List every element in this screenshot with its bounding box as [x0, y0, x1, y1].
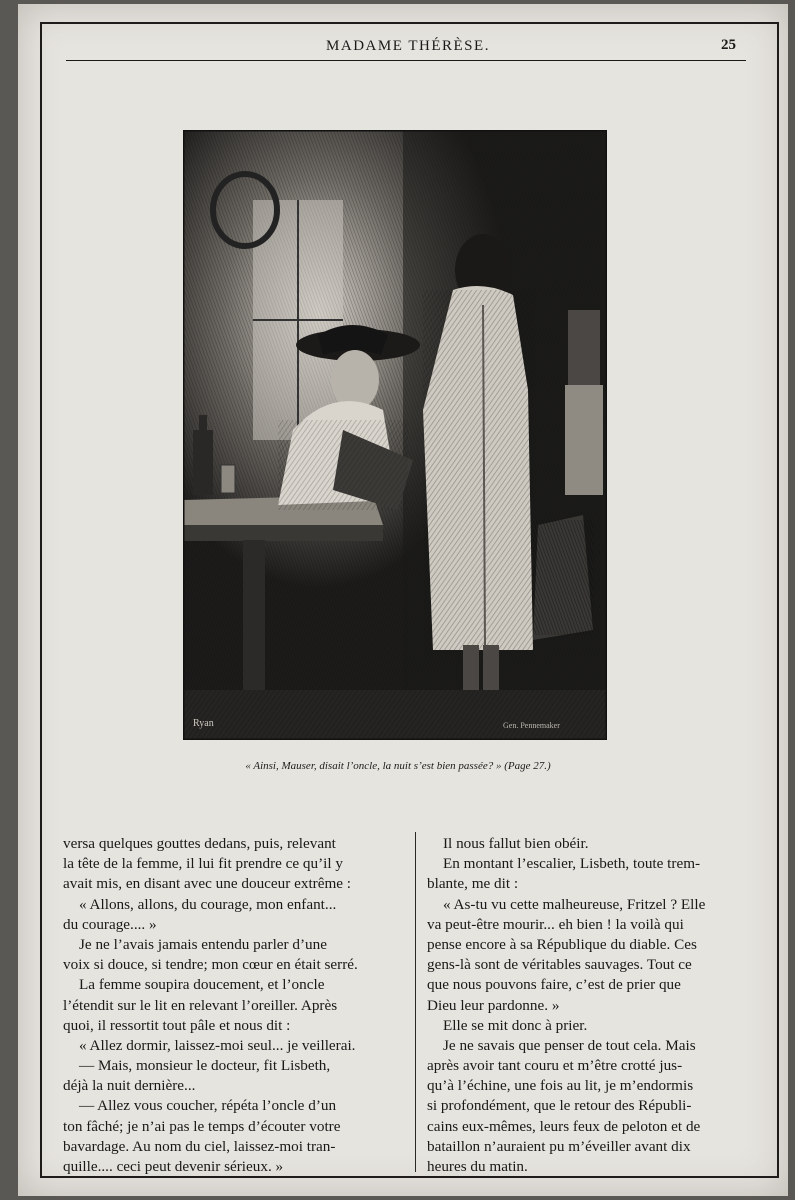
text-line: cains eux-mêmes, leurs feux de peloton et de: [427, 1117, 701, 1135]
text-line: du courage.... »: [63, 915, 157, 933]
text-line: voix si douce, si tendre; mon cœur en était serré.: [63, 956, 358, 974]
text-line: qu’à l’échine, une fois au lit, je m’endormis: [427, 1077, 694, 1095]
text-line: En montant l’escalier, Lisbeth, toute trem-: [443, 855, 701, 873]
text-line: va peut-être mourir... eh bien ! la voilà qui: [427, 915, 684, 933]
text-line: Elle se mit donc à prier.: [443, 1016, 588, 1034]
text-line: Dieu leur pardonne. »: [427, 996, 560, 1014]
text-line: Je ne l’avais jamais entendu parler d’une: [79, 935, 327, 953]
text-line: la tête de la femme, il lui fit prendre ce qu’il y: [63, 855, 344, 873]
text-line: « Allez dormir, laissez-moi seul... je veillerai.: [79, 1036, 356, 1054]
text-line: si profondément, que le retour des Républi-: [427, 1097, 692, 1115]
text-line: La femme soupira doucement, et l’oncle: [79, 976, 325, 994]
text-line: avait mis, en disant avec une douceur extrême :: [63, 875, 352, 893]
book-page: [18, 4, 788, 1196]
column-divider: [415, 832, 416, 1172]
text-line: — Mais, monsieur le docteur, fit Lisbeth,: [79, 1057, 331, 1075]
text-line: bavardage. Au nom du ciel, laissez-moi tran-: [63, 1137, 336, 1155]
text-line: ton fâché; je n’ai pas le temps d’écouter votre: [63, 1117, 341, 1135]
text-line: Je ne savais que penser de tout cela. Mais: [443, 1036, 696, 1054]
text-line: quoi, il ressortit tout pâle et nous dit :: [63, 1016, 291, 1034]
left-column: [63, 834, 388, 1177]
running-title: MADAME THÉRÈSE.: [326, 38, 490, 54]
text-line: bataillon n’auraient pu m’éveiller avant dix: [427, 1137, 691, 1155]
text-line: l’étendit sur le lit en relevant l’oreiller. Après: [63, 996, 338, 1014]
text-line: pense encore à sa République du diable. Ces: [427, 935, 697, 953]
right-column: [427, 834, 752, 1177]
text-line: après avoir tant couru et m’être crotté jus-: [427, 1057, 683, 1075]
text-line: quille.... ceci peut devenir sérieux. »: [63, 1158, 284, 1175]
running-head: [58, 36, 758, 60]
text-line: déjà la nuit dernière...: [63, 1077, 196, 1095]
text-line: heures du matin.: [427, 1158, 528, 1175]
engraving-image: [183, 130, 607, 740]
text-line: blante, me dit :: [427, 875, 519, 893]
header-rule: [66, 60, 746, 61]
engraver-signature-left: Ryan: [193, 718, 214, 729]
illustration-caption: « Ainsi, Mauser, disait l’oncle, la nuit s’est bien passée? » (Page 27.): [245, 760, 551, 772]
engraving-illustration: [183, 130, 607, 740]
text-line: — Allez vous coucher, répéta l’oncle d’un: [79, 1097, 337, 1115]
text-line: gens-là sont de véritables sauvages. Tout ce: [427, 956, 692, 974]
text-line: versa quelques gouttes dedans, puis, relevant: [63, 835, 336, 852]
text-line: Il nous fallut bien obéir.: [443, 835, 589, 852]
text-line: que nous pouvons faire, c’est de prier que: [427, 976, 681, 994]
text-line: « As-tu vu cette malheureuse, Fritzel ? Elle: [443, 895, 706, 913]
text-line: « Allons, allons, du courage, mon enfant...: [79, 895, 337, 913]
engraver-signature-right: Gen. Pennemaker: [503, 721, 560, 730]
page-number: 25: [721, 37, 736, 53]
